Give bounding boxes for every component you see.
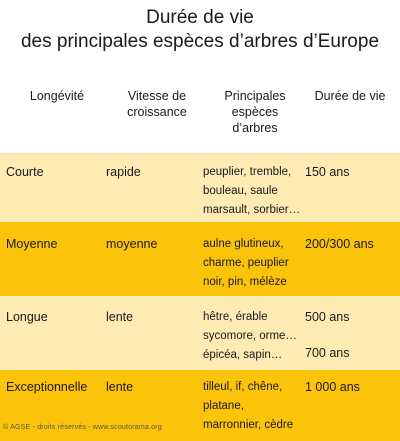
especes-line: aulne glutineux, — [203, 238, 284, 250]
title-line-1: Durée de vie — [146, 7, 254, 28]
cell-longevite: Longue — [6, 310, 48, 324]
copyright-credit: © AGSE - droits réservés - www.scoutorama.org — [3, 424, 162, 431]
header-especes-line-3: d’arbres — [232, 121, 278, 135]
header-vitesse — [112, 88, 202, 120]
cell-longevite: Courte — [6, 165, 44, 179]
table-row — [0, 370, 400, 441]
header-duree: Durée de vie — [314, 89, 386, 103]
title-line-2: des principales espèces d’arbres d’Europe — [20, 31, 380, 52]
especes-line: tilleul, if, chêne, — [203, 381, 283, 393]
cell-duree: 1 000 ans — [305, 380, 360, 394]
cell-duree: 150 ans — [305, 165, 350, 179]
table-header — [0, 84, 400, 152]
page-title — [0, 6, 400, 54]
especes-line: bouleau, saule — [203, 185, 278, 197]
especes-line: marronnier, cèdre — [203, 419, 294, 431]
cell-duree: 200/300 ans — [305, 237, 374, 251]
header-especes-line-2: espèces — [231, 105, 279, 119]
header-especes — [205, 88, 305, 136]
cell-longevite: Moyenne — [6, 237, 58, 251]
especes-line: peuplier, tremble, — [203, 166, 292, 178]
header-vitesse-line-2: croissance — [127, 105, 187, 119]
especes-line: sycomore, orme… — [203, 330, 297, 342]
cell-vitesse: lente — [106, 380, 134, 394]
especes-line: charme, peuplier — [203, 257, 289, 269]
cell-vitesse: lente — [106, 310, 134, 324]
cell-especes — [203, 235, 313, 292]
header-vitesse-line-1: Vitesse de — [127, 89, 187, 103]
cell-especes — [203, 378, 313, 435]
cell-duree-2: 700 ans — [305, 346, 350, 360]
header-longevite: Longévité — [29, 89, 85, 103]
cell-vitesse: moyenne — [106, 237, 158, 251]
especes-line: marsault, sorbier… — [203, 204, 301, 216]
especes-line: platane, — [203, 400, 244, 412]
header-especes-line-1: Principales — [224, 89, 286, 103]
especes-line: épicéa, sapin… — [203, 349, 283, 361]
especes-line: hêtre, érable — [203, 311, 268, 323]
table-row — [0, 296, 400, 370]
especes-line: noir, pin, mélèze — [203, 276, 287, 288]
cell-longevite: Exceptionnelle — [6, 380, 88, 394]
cell-vitesse: rapide — [106, 165, 141, 179]
cell-duree: 500 ans — [305, 310, 350, 324]
cell-especes — [203, 163, 313, 220]
cell-especes — [203, 308, 313, 365]
table-row — [0, 153, 400, 222]
table-row — [0, 222, 400, 296]
